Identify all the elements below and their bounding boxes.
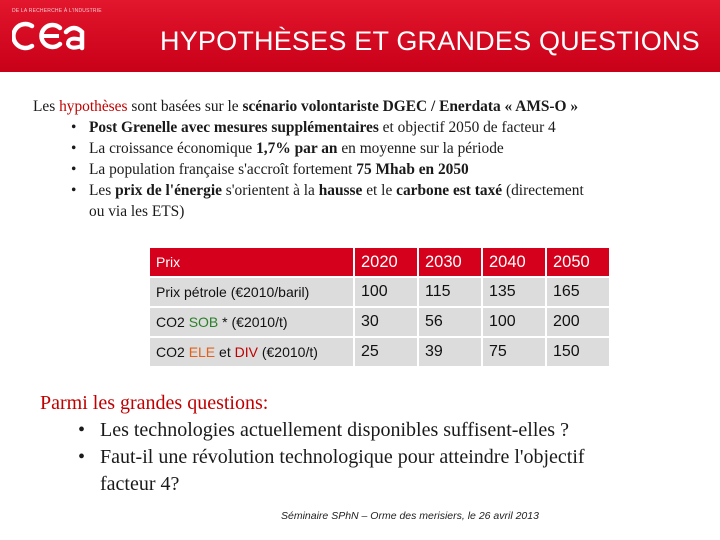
intro-scenario: scénario volontariste DGEC / Enerdata « AMS-O » bbox=[242, 98, 579, 115]
cea-logo bbox=[12, 6, 102, 62]
row-label-ele: ELE bbox=[188, 344, 216, 360]
bullet-4-text: Les bbox=[89, 182, 116, 199]
intro-hypotheses-word: hypothèses bbox=[59, 98, 128, 115]
row-label-div: DIV bbox=[234, 344, 258, 360]
row-label: Prix pétrole (€2010/baril) bbox=[150, 278, 355, 308]
list-item: • Faut-il une révolution technologique pour atteindre l'objectif facteur 4? bbox=[78, 446, 585, 495]
table-cell: 115 bbox=[419, 278, 483, 308]
bullet-2-text-end: en moyenne sur la période bbox=[337, 140, 504, 157]
table-header-cell: 2040 bbox=[483, 248, 547, 278]
list-item: • La population française s'accroît fortement 75 Mhab en 2050 bbox=[71, 161, 469, 178]
intro-text-3: sont basées sur le bbox=[127, 98, 243, 115]
bullet-1-text: et objectif 2050 de facteur 4 bbox=[378, 119, 556, 136]
bullet-4-bold-1: prix de l'énergie bbox=[115, 182, 222, 199]
table-cell: 165 bbox=[547, 278, 611, 308]
questions-title: Parmi les grandes questions: bbox=[40, 392, 269, 414]
row-label-part: et bbox=[215, 344, 235, 360]
hypotheses-text bbox=[33, 96, 693, 222]
bullet-3-text: La population française s'accroît fortement bbox=[89, 161, 357, 178]
questions-list bbox=[40, 417, 700, 498]
bullet-4-text-4: (directement bbox=[502, 182, 584, 199]
intro-text-1: Les bbox=[33, 98, 60, 115]
bullet-4-text-2: s'orientent à la bbox=[221, 182, 319, 199]
list-item: • Les technologies actuellement disponibles suffisent-elles ? bbox=[78, 419, 569, 441]
bullet-2-text: La croissance économique bbox=[89, 140, 257, 157]
bullet-3-bold: 75 Mhab en 2050 bbox=[356, 161, 469, 178]
row-label-part: * (€2010/t) bbox=[218, 314, 288, 330]
table-cell: 56 bbox=[419, 308, 483, 338]
row-label-part: CO2 bbox=[156, 314, 189, 330]
table-cell: 39 bbox=[419, 338, 483, 368]
list-item: • Post Grenelle avec mesures supplémentaires et objectif 2050 de facteur 4 bbox=[71, 119, 556, 136]
table-cell: 25 bbox=[355, 338, 419, 368]
table-cell: 150 bbox=[547, 338, 611, 368]
table-header-cell: Prix bbox=[150, 248, 355, 278]
table-cell: 200 bbox=[547, 308, 611, 338]
question-text-cont: facteur 4? bbox=[100, 473, 180, 495]
row-label-sob: SOB bbox=[188, 314, 219, 330]
intro-line bbox=[33, 96, 693, 117]
table-cell: 100 bbox=[483, 308, 547, 338]
header-bar bbox=[0, 0, 720, 72]
question-text: Faut-il une révolution technologique pour atteindre l'objectif bbox=[100, 446, 585, 468]
page-title: HYPOTHÈSES ET GRANDES QUESTIONS bbox=[160, 26, 700, 56]
bullet-4-text-5: ou via les ETS) bbox=[89, 203, 185, 220]
logo-tagline: DE LA RECHERCHE À L'INDUSTRIE bbox=[12, 8, 102, 14]
list-item: • La croissance économique 1,7% par an en moyenne sur la période bbox=[71, 140, 504, 157]
bullet-4-bold-2: hausse bbox=[318, 182, 363, 199]
table-header-cell: 2020 bbox=[355, 248, 419, 278]
row-label-part: CO2 bbox=[156, 344, 189, 360]
table-cell: 100 bbox=[355, 278, 419, 308]
footer-note: Séminaire SPhN – Orme des merisiers, le 26 avril 2013 bbox=[281, 510, 539, 522]
list-item: • Les prix de l'énergie s'orientent à la hausse et le carbone est taxé (directement ou via les ETS) bbox=[89, 180, 693, 222]
table-cell: 135 bbox=[483, 278, 547, 308]
bullet-1-bold: Post Grenelle avec mesures supplémentaires bbox=[89, 119, 379, 136]
row-label-part: (€2010/t) bbox=[257, 344, 318, 360]
table-header-cell: 2030 bbox=[419, 248, 483, 278]
bullet-2-bold: 1,7% par an bbox=[256, 140, 338, 157]
table-header-row bbox=[150, 248, 611, 278]
table-header-cell: 2050 bbox=[547, 248, 611, 278]
price-table bbox=[150, 248, 611, 368]
question-text: Les technologies actuellement disponibles suffisent-elles ? bbox=[100, 419, 569, 441]
row-label bbox=[150, 308, 355, 338]
hypotheses-list bbox=[33, 117, 693, 222]
questions-section bbox=[40, 390, 700, 498]
table-cell: 30 bbox=[355, 308, 419, 338]
bullet-4-bold-3: carbone est taxé bbox=[396, 182, 503, 199]
table-row bbox=[150, 308, 611, 338]
bullet-4-text-3: et le bbox=[362, 182, 397, 199]
cea-wordmark-icon bbox=[12, 20, 86, 52]
row-label bbox=[150, 338, 355, 368]
table-row bbox=[150, 278, 611, 308]
table-cell: 75 bbox=[483, 338, 547, 368]
table-row bbox=[150, 338, 611, 368]
